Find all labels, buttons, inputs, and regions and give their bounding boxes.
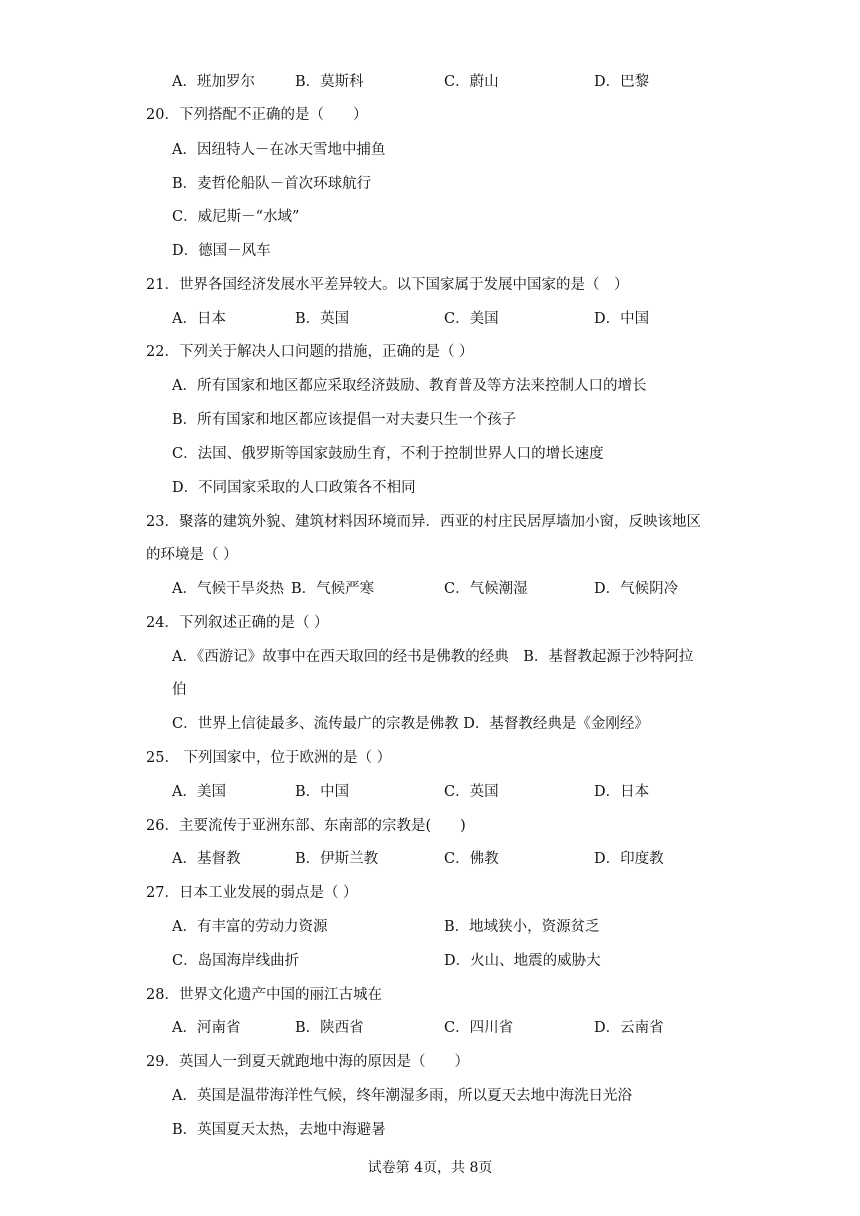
- q20-option-a: A．因纽特人－在冰天雪地中捕鱼: [172, 142, 386, 158]
- q27-option-b: B．地域狭小，资源贫乏: [444, 919, 600, 935]
- q23-option-c: C．气候潮湿: [444, 581, 528, 597]
- q22-option-c: C．法国、俄罗斯等国家鼓励生育，不利于控制世界人口的增长速度: [172, 446, 604, 462]
- q28-option-d: D．云南省: [594, 1020, 664, 1036]
- q25-option-b: B．中国: [295, 784, 350, 800]
- q23-option-b: B．气候严寒: [291, 581, 375, 597]
- q19-option-c: C．蔚山: [444, 74, 499, 90]
- q21-option-b: B．英国: [295, 311, 350, 327]
- q28-option-c: C．四川省: [444, 1020, 514, 1036]
- q22-option-b: B．所有国家和地区都应该提倡一对夫妻只生一个孩子: [172, 412, 517, 428]
- q26-stem: 26．主要流传于亚洲东部、东南部的宗教是( ): [146, 818, 466, 834]
- q27-option-a: A．有丰富的劳动力资源: [172, 919, 328, 935]
- q29-stem: 29．英国人一到夏天就跑地中海的原因是（ ）: [146, 1054, 469, 1070]
- q20-option-b: B．麦哲伦船队－首次环球航行: [172, 176, 372, 192]
- q21-option-a: A．日本: [172, 311, 226, 327]
- q26-option-a: A．基督教: [172, 851, 241, 867]
- q20-stem: 20．下列搭配不正确的是（ ）: [146, 107, 368, 123]
- q22-option-d: D．不同国家采取的人口政策各不相同: [172, 480, 416, 496]
- q21-option-d: D．中国: [594, 311, 650, 327]
- q19-option-b: B．莫斯科: [295, 74, 364, 90]
- q27-option-c: C．岛国海岸线曲折: [172, 953, 300, 969]
- q22-stem: 22．下列关于解决人口问题的措施，正确的是（ ）: [146, 344, 474, 360]
- q23-stem-line2: 的环境是（ ）: [146, 547, 238, 563]
- q21-stem: 21．世界各国经济发展水平差异较大。以下国家属于发展中国家的是（ ）: [146, 277, 629, 293]
- q24-options-row1: A．《西游记》故事中在西天取回的经书是佛教的经典 B．基督教起源于沙特阿拉: [172, 649, 694, 665]
- q27-option-d: D．火山、地震的威胁大: [444, 953, 601, 969]
- q28-option-b: B．陕西省: [295, 1020, 364, 1036]
- q28-option-a: A．河南省: [172, 1020, 241, 1036]
- q28-stem: 28．世界文化遗产中国的丽江古城在: [146, 987, 382, 1003]
- q23-stem-line1: 23．聚落的建筑外貌、建筑材料因环境而异．西亚的村庄民居厚墙加小窗，反映该地区: [146, 514, 701, 530]
- q21-option-c: C．美国: [444, 311, 499, 327]
- q23-option-a: A．气候干旱炎热: [172, 581, 284, 597]
- q26-option-d: D．印度教: [594, 851, 664, 867]
- q24-stem: 24．下列叙述正确的是（ ）: [146, 615, 329, 631]
- q20-option-d: D．德国－风车: [172, 243, 271, 259]
- q19-option-d: D．巴黎: [594, 74, 650, 90]
- q24-options-row1-cont: 伯: [172, 682, 187, 698]
- q19-option-a: A．班加罗尔: [172, 74, 255, 90]
- q29-option-b: B．英国夏天太热，去地中海避暑: [172, 1122, 386, 1138]
- q26-option-c: C．佛教: [444, 851, 499, 867]
- q25-option-a: A．美国: [172, 784, 226, 800]
- q24-options-row2: C．世界上信徒最多、流传最广的宗教是佛教 D．基督教经典是《金刚经》: [172, 716, 649, 732]
- q26-option-b: B．伊斯兰教: [295, 851, 379, 867]
- q27-stem: 27．日本工业发展的弱点是（ ）: [146, 885, 358, 901]
- q25-stem: 25． 下列国家中，位于欧洲的是（ ）: [146, 750, 392, 766]
- page-footer: 试卷第 4页，共 8页: [367, 1160, 493, 1176]
- q25-option-c: C．英国: [444, 784, 499, 800]
- q22-option-a: A．所有国家和地区都应采取经济鼓励、教育普及等方法来控制人口的增长: [172, 378, 647, 394]
- q25-option-d: D．日本: [594, 784, 650, 800]
- q20-option-c: C．威尼斯－“水域”: [172, 209, 300, 225]
- q29-option-a: A．英国是温带海洋性气候，终年潮湿多雨，所以夏天去地中海洗日光浴: [172, 1088, 632, 1104]
- q23-option-d: D．气候阴冷: [594, 581, 679, 597]
